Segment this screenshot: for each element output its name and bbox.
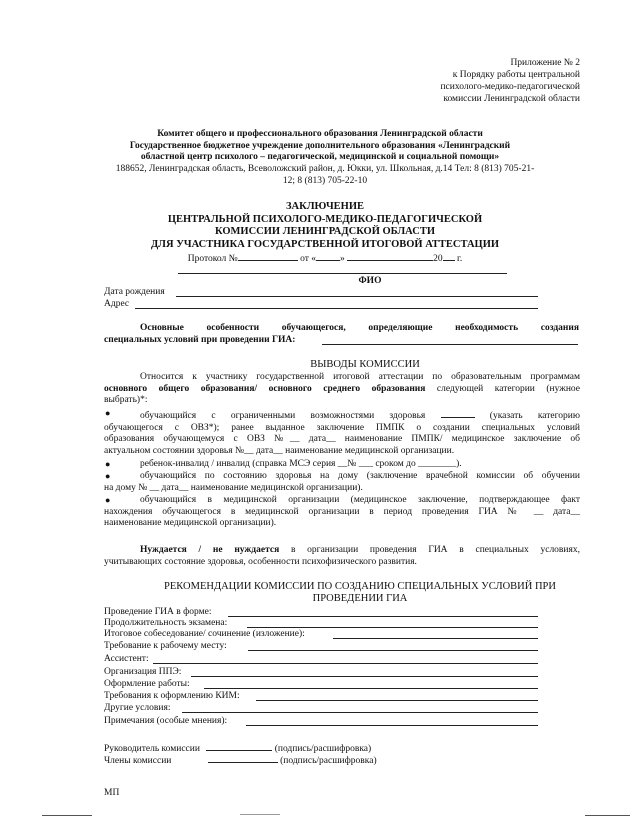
option-line: на дому № __ дата__ наименование медицинской организации).	[104, 482, 363, 493]
signature-role: Члены комиссии	[104, 756, 172, 766]
rec-field-notes	[104, 716, 227, 727]
bullet-icon: ●	[105, 471, 111, 481]
rec-field-duration	[104, 618, 227, 629]
rec-field-label: Требование к рабочему месту:	[104, 641, 227, 651]
org-line: Комитет общего и профессионального образования Ленинградской области	[157, 129, 483, 139]
needs-statement	[104, 545, 580, 568]
fio-label: ФИО	[358, 276, 382, 286]
fio-underline[interactable]	[178, 273, 507, 274]
category-option-ovz[interactable]	[104, 408, 580, 457]
features-line: Основные особенности обучающегося, определяющие необходимость создания	[140, 323, 579, 333]
title-line: ДЛЯ УЧАСТНИКА ГОСУДАРСТВЕННОЙ ИТОГОВОЙ АТТЕСТАЦИИ	[150, 238, 500, 250]
protocol-year-suffix: г.	[457, 254, 463, 264]
organization-address	[100, 164, 550, 187]
appendix-line: психолого-медико-педагогической	[440, 82, 580, 92]
features-section	[104, 323, 579, 346]
appendix-line: к Порядку работы центральной	[452, 70, 580, 80]
rec-field-duration-input[interactable]	[247, 627, 538, 628]
bullet-icon: ●	[105, 459, 111, 469]
rec-field-workplace	[104, 641, 227, 652]
rec-field-label: Другие условия:	[104, 703, 171, 713]
rec-field-notes-input[interactable]	[246, 725, 538, 726]
stamp-place: МП	[104, 788, 120, 798]
address-field[interactable]	[135, 308, 538, 309]
option-line: нахождения обучающегося в медицинской организации в период проведения ГИА № __ дата__	[104, 506, 580, 517]
rec-field-assistant-input[interactable]	[153, 663, 538, 664]
signature-members	[104, 753, 377, 768]
rec-field-kim-input[interactable]	[256, 700, 538, 701]
intro-line: выбрать)*:	[104, 395, 148, 405]
address-label: Адрес	[104, 299, 130, 309]
rec-field-assistant	[104, 654, 149, 665]
rec-field-label: Оформление работы:	[104, 679, 190, 689]
option-line: наименование медицинской организации).	[104, 518, 277, 528]
option-text: обучающийся с ограниченными возможностями здоровья	[140, 411, 426, 421]
protocol-century: 20	[433, 254, 443, 264]
title-line: КОМИССИИ ЛЕНИНГРАДСКОЙ ОБЛАСТИ	[215, 226, 435, 237]
footer-rule	[585, 815, 630, 816]
intro-line	[104, 384, 580, 396]
bullet-icon: ●	[105, 495, 111, 505]
rec-field-label: Проведение ГИА в форме:	[104, 607, 212, 617]
rec-field-ppe	[104, 667, 181, 678]
recommendations-title	[150, 581, 570, 605]
option-line: обучающийся по состоянию здоровья на дому (заключение врачебной комиссии об обучении	[140, 471, 580, 481]
rec-field-form	[104, 607, 212, 618]
protocol-number-blank[interactable]	[238, 251, 298, 261]
appendix-line: комиссии Ленинградской области	[443, 94, 580, 104]
option-line: ребенок-инвалид / инвалид (справка МСЭ серия __№ ___ сроком до ________).	[140, 459, 462, 469]
intro-line: Относится к участнику государственной итоговой аттестации по образовательным программам	[140, 372, 580, 382]
org-line: областной центр психолого – педагогической, медицинской и социальной помощи»	[140, 152, 500, 162]
rec-field-label: Ассистент:	[104, 654, 149, 664]
protocol-line	[110, 251, 540, 266]
signature-members-field[interactable]	[208, 753, 278, 763]
option-line: обучающегося с ОВЗ*); ранее выданное заключение ПМПК о создании специальных условий	[104, 422, 580, 433]
rec-title-line: РЕКОМЕНДАЦИИ КОМИССИИ ПО СОЗДАНИЮ СПЕЦИАЛЬНЫХ УСЛОВИЙ ПРИ	[164, 581, 556, 592]
title-line: ЗАКЛЮЧЕНИЕ	[285, 201, 365, 212]
option-line	[140, 408, 580, 423]
rec-field-interview-input[interactable]	[333, 638, 538, 639]
category-option-medical[interactable]	[104, 495, 580, 530]
protocol-from: от «	[300, 254, 317, 264]
protocol-month-blank[interactable]	[347, 251, 433, 261]
needs-line	[104, 545, 580, 557]
features-line: специальных условий при проведении ГИА:	[104, 334, 296, 345]
address-line: 12; 8 (813) 705-22-10	[282, 175, 368, 186]
category-option-disabled[interactable]	[104, 459, 580, 471]
rec-field-workplace-input[interactable]	[248, 650, 538, 651]
signature-head-field[interactable]	[206, 741, 272, 751]
protocol-label: Протокол №	[187, 254, 238, 264]
needs-line: учитывающих состояние здоровья, особенности психофизического развития.	[104, 556, 417, 567]
footer-rule	[42, 815, 92, 816]
signature-note: (подпись/расшифровка)	[280, 756, 377, 766]
appendix-note	[390, 57, 580, 105]
protocol-year-blank[interactable]	[443, 251, 455, 261]
birth-date-field[interactable]	[176, 296, 538, 297]
organization-header	[100, 129, 540, 164]
rec-field-ppe-input[interactable]	[191, 676, 538, 677]
rec-field-label: Итоговое собеседование/ сочинение (изложение):	[104, 629, 305, 639]
rec-field-work-format-input[interactable]	[204, 688, 538, 689]
option-line: актуальном состоянии здоровья №__ дата__ наименование медицинской организации.	[104, 445, 455, 456]
rec-field-label: Организация ППЭ:	[104, 667, 182, 677]
org-line: Государственное бюджетное учреждение дополнительного образования «Ленинградский	[129, 140, 511, 151]
rec-field-other-input[interactable]	[182, 712, 538, 713]
rec-field-form-input[interactable]	[228, 616, 538, 617]
rec-title-line: ПРОВЕДЕНИИ ГИА	[312, 593, 408, 604]
signature-role: Руководитель комиссии	[104, 744, 200, 754]
protocol-day-blank[interactable]	[316, 251, 340, 261]
conclusion-title	[110, 201, 540, 266]
conclusions-title: ВЫВОДЫ КОМИССИИ	[310, 359, 420, 370]
intro-bold: основного общего образования/ основного среднего образования	[104, 383, 426, 394]
option-line: обучающийся в медицинской организации (медицинское заключение, подтверждающее факт	[140, 495, 580, 505]
rec-field-work-format	[104, 679, 190, 690]
signature-note: (подпись/расшифровка)	[274, 744, 372, 754]
needs-choice[interactable]: Нуждается / не нуждается	[140, 545, 280, 555]
rec-field-label: Продолжительность экзамена:	[104, 618, 228, 628]
footer-rule	[240, 814, 280, 815]
protocol-quote: »	[340, 254, 345, 264]
category-blank[interactable]	[441, 408, 475, 418]
intro-rest: следующей категории (нужное	[425, 383, 580, 394]
conclusions-intro	[104, 372, 580, 407]
appendix-line: Приложение № 2	[510, 58, 580, 68]
category-option-home[interactable]	[104, 471, 580, 494]
rec-field-interview	[104, 629, 305, 640]
bullet-icon: ●	[105, 408, 111, 418]
address-line: 188652, Ленинградская область, Всеволожский район, д. Юкки, ул. Школьная, д.14 Тел: 8 (813) 705-21-	[115, 164, 535, 174]
birth-date-label: Дата рождения	[104, 287, 165, 297]
rec-field-label: Требования к оформлению КИМ:	[104, 691, 240, 701]
option-text: (указать категорию	[489, 411, 580, 421]
title-line: ЦЕНТРАЛЬНОЙ ПСИХОЛОГО-МЕДИКО-ПЕДАГОГИЧЕСКОЙ	[167, 213, 483, 225]
needs-rest: в организации проведения ГИА в специальных условиях,	[279, 545, 580, 555]
features-field[interactable]	[322, 344, 578, 345]
option-line: образования обучающемуся с ОВЗ №__ дата__ наименование ПМПК/ медицинское заключение об	[104, 434, 580, 444]
rec-field-kim	[104, 691, 240, 702]
rec-field-other	[104, 703, 170, 714]
rec-field-label: Примечания (особые мнения):	[104, 716, 228, 726]
